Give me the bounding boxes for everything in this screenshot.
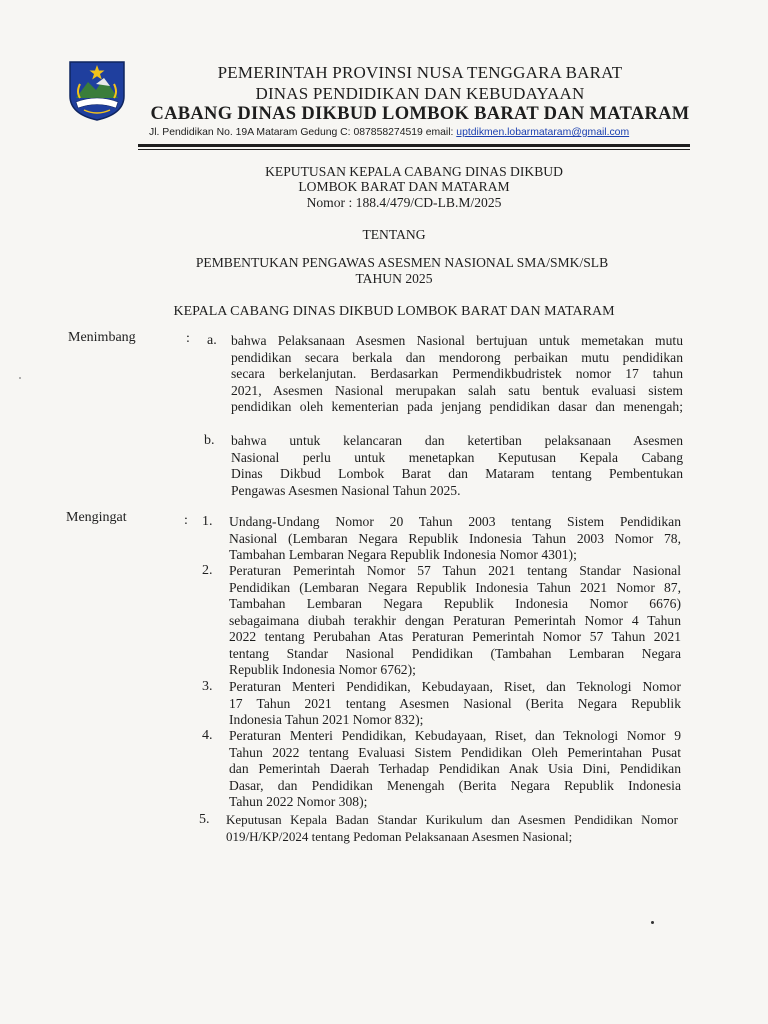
- menimbang-a-line: 2021, Asesmen Nasional merupakan salah satu bentuk evaluasi sistem: [231, 382, 683, 398]
- letterhead-address: [149, 127, 629, 138]
- mengingat-1-line: Nasional (Lembaran Negara Republik Indonesia Tahun 2003 Nomor 78,: [229, 530, 681, 546]
- mengingat-5-line: Keputusan Kepala Badan Standar Kurikulum dan Asesmen Pendidikan Nomor: [226, 812, 678, 827]
- mengingat-4-line: Tahun 2022 Nomor 308);: [229, 794, 368, 809]
- menimbang-a-line: pendidikan secara berkala dan mendorong perbaikan mutu pendidikan: [231, 349, 683, 365]
- menimbang-point-b: [231, 433, 683, 499]
- mengingat-colon: :: [184, 513, 188, 528]
- menimbang-b-line: Pengawas Asesmen Nasional Tahun 2025.: [231, 482, 461, 498]
- decree-subject: PEMBENTUKAN PENGAWAS ASESMEN NASIONAL SMA/SMK/SLB: [195, 255, 609, 270]
- menimbang-marker-a: a.: [207, 333, 217, 348]
- letterhead-department: DINAS PENDIDIKAN DAN KEBUDAYAAN: [255, 84, 585, 103]
- address-text: Jl. Pendidikan No. 19A Mataram Gedung C: 087858274519 email:: [149, 127, 457, 138]
- decree-title: KEPUTUSAN KEPALA CABANG DINAS DIKBUD: [265, 164, 563, 179]
- mengingat-3-line: Peraturan Menteri Pendidikan, Kebudayaan, Riset, dan Teknologi Nomor: [229, 679, 681, 694]
- mengingat-point-1: [229, 514, 681, 564]
- decree-title-continued: LOMBOK BARAT DAN MATARAM: [298, 179, 510, 194]
- menimbang-marker-b: b.: [204, 433, 215, 448]
- mengingat-2-line: sebagaimana diubah terakhir dengan Peraturan Pemerintah Nomor 4 Tahun: [229, 612, 681, 628]
- decree-subject-year: TAHUN 2025: [355, 271, 433, 286]
- letterhead-divider-thick: [138, 144, 690, 147]
- mengingat-2-line: Tambahan Lembaran Negara Republik Indonesia Nomor 6676): [229, 596, 681, 611]
- decree-issuer: KEPALA CABANG DINAS DIKBUD LOMBOK BARAT DAN MATARAM: [173, 304, 615, 319]
- menimbang-a-line: secara berkelanjutan. Berdasarkan Permendikbudristek nomor 17 tahun: [231, 366, 683, 381]
- mengingat-2-line: Peraturan Pemerintah Nomor 57 Tahun 2021 tentang Standar Nasional: [229, 563, 681, 578]
- menimbang-point-a: [231, 333, 683, 416]
- menimbang-a-line: bahwa Pelaksanaan Asesmen Nasional bertujuan untuk memetakan mutu: [231, 333, 683, 348]
- mengingat-3-line: 17 Tahun 2021 tentang Asesmen Nasional (Berita Negara Republik: [229, 695, 681, 711]
- menimbang-colon: :: [186, 331, 190, 346]
- mengingat-point-2: [229, 563, 681, 679]
- letterhead-government: PEMERINTAH PROVINSI NUSA TENGGARA BARAT: [217, 63, 623, 82]
- email-link[interactable]: uptdikmen.lobarmataram@gmail.com: [456, 127, 630, 138]
- scan-speck: [651, 921, 654, 924]
- decree-number: Nomor : 188.4/479/CD-LB.M/2025: [306, 195, 502, 210]
- mengingat-5-line: 019/H/KP/2024 tentang Pedoman Pelaksanaan Asesmen Nasional;: [226, 828, 573, 844]
- mengingat-marker-2: 2.: [202, 563, 213, 578]
- mengingat-point-3: [229, 679, 681, 729]
- mengingat-4-line: Tahun 2022 tentang Evaluasi Sistem Pendidikan Oleh Pemerintahan Pusat: [229, 744, 681, 760]
- mengingat-1-line: Undang-Undang Nomor 20 Tahun 2003 tentang Sistem Pendidikan: [229, 514, 681, 529]
- mengingat-2-line: 2022 tentang Perubahan Atas Peraturan Pemerintah Nomor 57 Tahun 2021: [229, 629, 681, 644]
- tentang-heading: TENTANG: [362, 227, 426, 242]
- mengingat-point-5: [226, 812, 678, 845]
- mengingat-label: Mengingat: [66, 510, 127, 525]
- menimbang-b-line: bahwa untuk kelancaran dan ketertiban pelaksanaan Asesmen: [231, 433, 683, 448]
- mengingat-marker-5: 5.: [199, 812, 210, 827]
- mengingat-4-line: Peraturan Menteri Pendidikan, Kebudayaan, Riset, dan Teknologi Nomor 9: [229, 728, 681, 743]
- mengingat-4-line: dan Pemerintah Daerah Terhadap Pendidikan Anak Usia Dini, Pendidikan: [229, 761, 681, 776]
- mengingat-4-line: Dasar, dan Pendidikan Menengah (Berita Negara Republik Indonesia: [229, 777, 681, 793]
- mengingat-marker-3: 3.: [202, 679, 213, 694]
- mengingat-2-line: Republik Indonesia Nomor 6762);: [229, 662, 416, 677]
- mengingat-2-line: tentang Standar Nasional Pendidikan (Tambahan Lembaran Negara: [229, 645, 681, 661]
- mengingat-2-line: Pendidikan (Lembaran Negara Republik Indonesia Tahun 2021 Nomor 87,: [229, 579, 681, 595]
- menimbang-b-line: Nasional perlu untuk menetapkan Keputusan Kepala Cabang: [231, 449, 683, 465]
- menimbang-b-line: Dinas Dikbud Lombok Barat dan Mataram tentang Pembentukan: [231, 466, 683, 481]
- provincial-emblem-icon: [66, 58, 128, 122]
- menimbang-a-line: pendidikan oleh kementerian pada jenjang pendidikan dasar dan menengah;: [231, 399, 683, 414]
- menimbang-label: Menimbang: [68, 330, 136, 345]
- mengingat-marker-1: 1.: [202, 514, 213, 529]
- scan-speck: [19, 377, 21, 379]
- letterhead-branch-office: CABANG DINAS DIKBUD LOMBOK BARAT DAN MATARAM: [150, 104, 690, 124]
- mengingat-1-line: Tambahan Lembaran Negara Republik Indonesia Nomor 4301);: [229, 547, 577, 562]
- mengingat-point-4: [229, 728, 681, 811]
- mengingat-3-line: Indonesia Tahun 2021 Nomor 832);: [229, 712, 424, 727]
- mengingat-marker-4: 4.: [202, 728, 213, 743]
- letterhead-divider-thin: [138, 149, 690, 150]
